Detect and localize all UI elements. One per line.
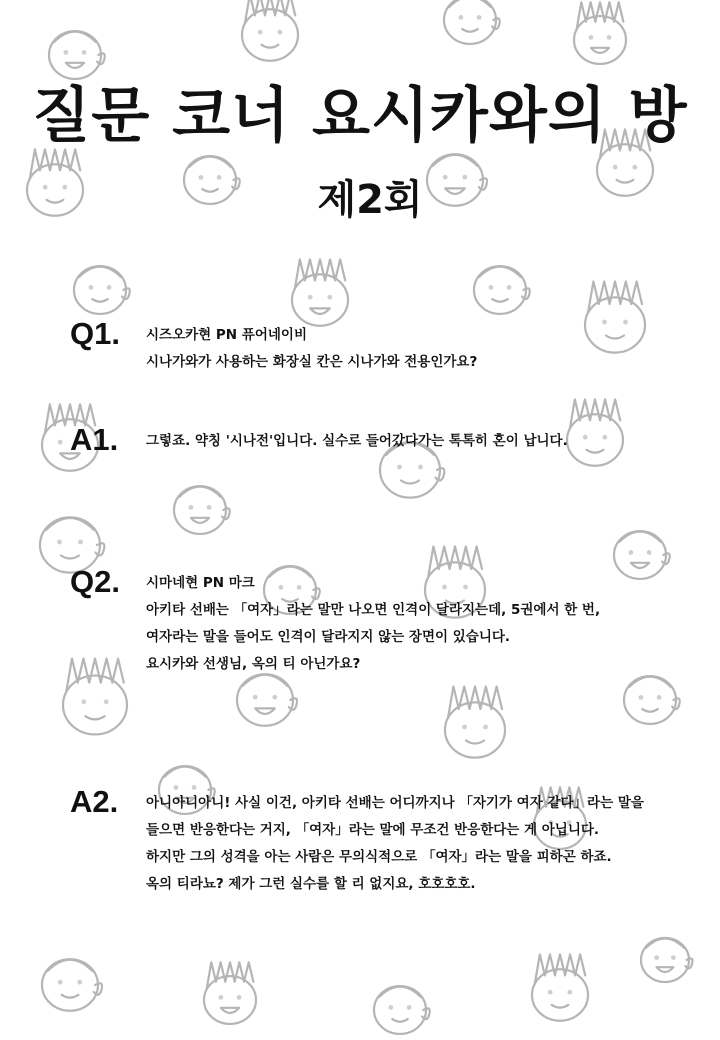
doodle-face <box>63 659 127 735</box>
qa-line: 옥의 티라뇨? 제가 그런 실수를 할 리 없지요, 호호호호. <box>146 876 476 892</box>
doodle-face <box>445 687 505 758</box>
doodle-face <box>532 954 588 1020</box>
qa-label: A1. <box>70 422 119 457</box>
qa-label: A2. <box>70 784 119 819</box>
qa-line: 들으면 반응한다는 거지, 「여자」라는 말에 무조건 반응한다는 게 아닙니다. <box>146 822 600 838</box>
page-title: 질문 코너 요시카와의 방 <box>32 81 688 151</box>
doodle-face <box>641 938 692 982</box>
doodle-face <box>444 0 500 44</box>
qa-line: 시나가와가 사용하는 화장실 칸은 시나가와 전용인가요? <box>146 354 478 370</box>
doodle-face <box>27 149 83 215</box>
qa-label: Q2. <box>70 564 120 599</box>
doodle-face <box>174 486 230 534</box>
doodle-face <box>474 266 530 314</box>
qa-line: 아니아니아니! 사실 이건, 아키타 선배는 어디까지나 「자기가 여자 같다」라는 말을 <box>146 795 644 811</box>
doodle-face <box>204 962 256 1024</box>
qa-line: 아키타 선배는 「여자」라는 말만 나오면 인격이 달라지는데, 5권에서 한 번, <box>146 602 601 618</box>
doodle-face <box>624 676 680 724</box>
qa-text <box>146 428 706 455</box>
qa-line: 하지만 그의 성격을 아는 사람은 무의식적으로 「여자」라는 말을 피하곤 하죠. <box>146 849 612 865</box>
doodle-face <box>292 259 348 325</box>
qa-label: Q1. <box>70 316 120 351</box>
qa-text <box>146 790 706 898</box>
qa-line: 그렇죠. 약칭 '시나전'입니다. 실수로 들어갔다가는 톡톡히 혼이 납니다. <box>146 433 568 449</box>
qa-line: 시마네현 PN 마크 <box>146 575 255 591</box>
doodle-face <box>184 156 240 204</box>
qa-text <box>146 322 706 376</box>
doodle-face <box>374 986 430 1034</box>
doodle-face <box>237 674 297 726</box>
qa-line: 시즈오카현 PN 퓨어네이비 <box>146 327 308 343</box>
doodle-face <box>74 266 130 314</box>
qa-line: 요시카와 선생님, 옥의 티 아닌가요? <box>146 656 361 672</box>
doodle-face <box>42 959 102 1011</box>
page-subtitle: 제2회 <box>317 177 423 223</box>
qa-line: 여자라는 말을 들어도 인격이 달라지지 않는 장면이 있습니다. <box>146 629 511 645</box>
qa-text <box>146 570 706 678</box>
doodle-face <box>242 0 298 61</box>
doodle-face <box>574 2 626 64</box>
